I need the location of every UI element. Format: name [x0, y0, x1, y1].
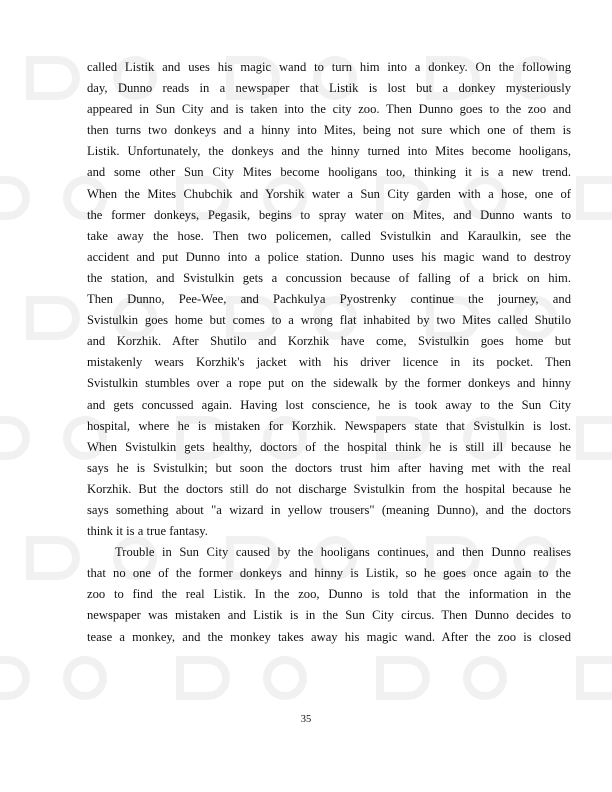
text-line: tease a monkey, and the monkey takes away his magic wand. After the zoo is closed [87, 629, 571, 644]
text-line: When the Mites Chubchik and Yorshik water a Sun City garden with a hose, one of [87, 186, 571, 201]
text-line: says he is Svistulkin; but soon the doctors trust him after having met with the real [87, 460, 571, 475]
text-line: think it is a true fantasy. [87, 524, 208, 539]
text-line: then turns two donkeys and a hinny into Mites, being not sure which one of them is [87, 123, 571, 138]
text-line: mistakenly wears Korzhik's jacket with his driver licence in its pocket. Then [87, 355, 571, 370]
text-line: zoo to find the real Listik. In the zoo, Dunno is told that the information in the [87, 587, 571, 602]
text-line: Then Dunno, Pee-Wee, and Pachkulya Pyostrenky continue the journey, and [87, 292, 571, 307]
text-line: day, Dunno reads in a newspaper that Listik is lost but a donkey mysteriously [87, 81, 571, 96]
text-line: Svistulkin stumbles over a rope put on the sidewalk by the former donkeys and hinny [87, 376, 571, 391]
body-text [87, 57, 571, 648]
text-line: that no one of the former donkeys and hinny is Listik, so he goes once again to the [87, 566, 571, 581]
text-line: accident and put Dunno into a police station. Dunno uses his magic wand to destroy [87, 249, 571, 264]
text-line: newspaper was mistaken and Listik is in the Sun City circus. Then Dunno decides to [87, 608, 571, 623]
paragraph-1 [87, 57, 571, 542]
text-line: Listik. Unfortunately, the donkeys and the hinny turned into Mites become hooligans, [87, 144, 571, 159]
text-line: says something about "a wizard in yellow trousers" (meaning Dunno), and the doctors [87, 502, 571, 517]
text-line: the former donkeys, Pegasik, begins to spray water on Mites, and Dunno wants to [87, 207, 571, 222]
text-line: appeared in Sun City and is taken into the city zoo. Then Dunno goes to the zoo and [87, 102, 571, 117]
text-line: hospital, where he is mistaken for Korzhik. Newspapers state that Svistulkin is lost. [87, 418, 571, 433]
text-line: and some other Sun City Mites become hooligans too, thinking it is a new trend. [87, 165, 571, 180]
text-line: and Korzhik. After Shutilo and Korzhik have come, Svistulkin goes home but [87, 334, 571, 349]
text-line: called Listik and uses his magic wand to turn him into a donkey. On the following [87, 60, 571, 74]
text-line: Korzhik. But the doctors still do not discharge Svistulkin from the hospital because he [87, 481, 571, 496]
text-line: When Svistulkin gets healthy, doctors of the hospital think he is still ill because he [87, 439, 571, 454]
text-line: Svistulkin goes home but comes to a wrong flat inhabited by two Mites called Shutilo [87, 313, 571, 328]
text-line: take away the hose. Then two policemen, called Svistulkin and Karaulkin, see the [87, 228, 571, 243]
text-line: Trouble in Sun City caused by the hooligans continues, and then Dunno realises [115, 545, 571, 560]
page-number: 35 [300, 714, 312, 725]
paragraph-2 [87, 542, 571, 647]
text-line: the station, and Svistulkin gets a concussion because of falling of a brick on him. [87, 270, 571, 285]
text-line: and gets concussed again. Having lost conscience, he is took away to the Sun City [87, 397, 571, 412]
